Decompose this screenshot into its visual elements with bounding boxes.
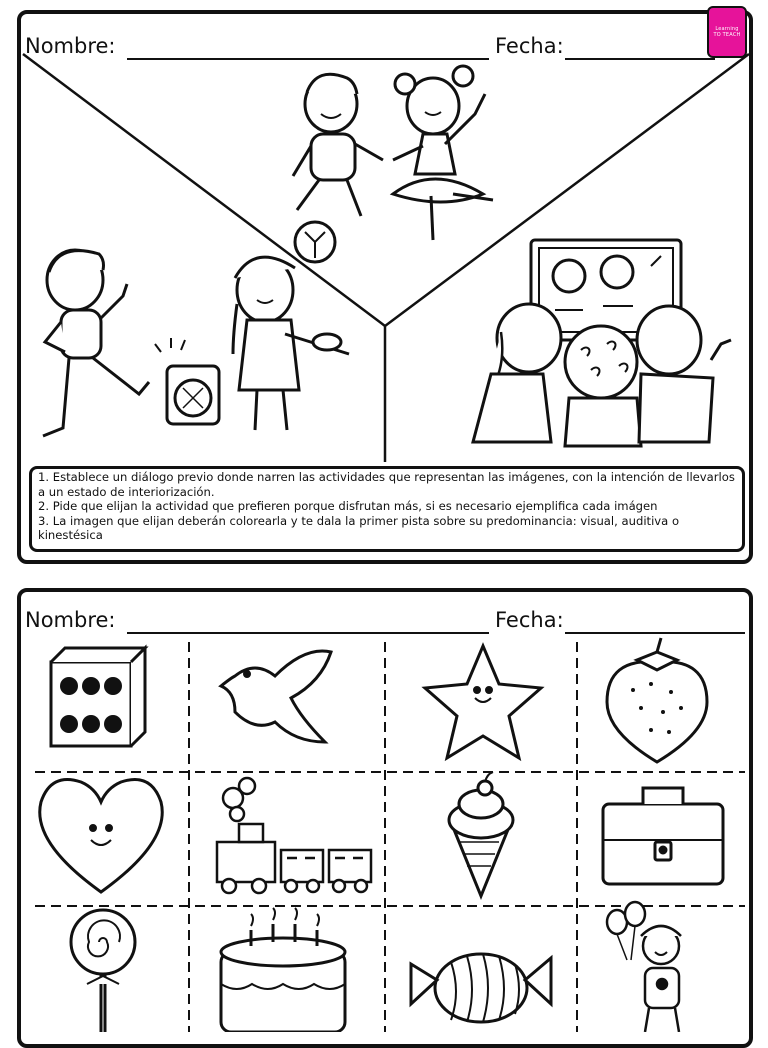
name-label-2: Nombre: [25, 608, 116, 632]
name-label: Nombre: [25, 34, 116, 58]
strawberry-icon [607, 638, 707, 762]
birthday-cake-icon [221, 908, 345, 1032]
smiling-heart-icon [40, 780, 163, 893]
dice-icon [51, 648, 145, 746]
soccer-boy-icon [293, 74, 383, 262]
activities-illustration [21, 14, 749, 464]
logo-text-line-1: Learning [715, 26, 739, 32]
instruction-2: 2. Pide que elijan la actividad que prefieren porque disfrutan más, si es necesario ejemplifica cada imágen [38, 499, 658, 513]
tv-watching-kids-icon [473, 240, 731, 446]
ice-cream-cone-icon [449, 772, 513, 896]
lollipop-icon [71, 910, 135, 1032]
picture-grid [21, 592, 749, 1032]
music-kids-icon [43, 250, 349, 436]
dove-icon [221, 651, 331, 742]
smiling-star-icon [425, 646, 541, 758]
clown-with-balloons-icon [607, 902, 681, 1032]
wrapped-candy-icon [411, 954, 551, 1022]
worksheet-picture-grid [17, 588, 753, 1048]
toy-train-icon [217, 778, 371, 893]
logo-text-line-2: TO TEACH [713, 32, 741, 38]
instruction-3: 3. La imagen que elijan deberán colorearla y te dala la primer pista sobre su predominancia: visual, auditiva o kinestésica [38, 513, 680, 542]
briefcase-icon [603, 788, 723, 884]
worksheet-learning-styles [17, 10, 753, 564]
date-label-2: Fecha: [495, 608, 564, 632]
ballerina-girl-icon [393, 66, 493, 240]
date-label: Fecha: [495, 34, 564, 58]
instructions-box [29, 466, 745, 552]
instruction-1: 1. Establece un diálogo previo donde narren las actividades que representan las imágenes, con la intención de llevarlos a un estado de interiorización. [38, 470, 735, 499]
